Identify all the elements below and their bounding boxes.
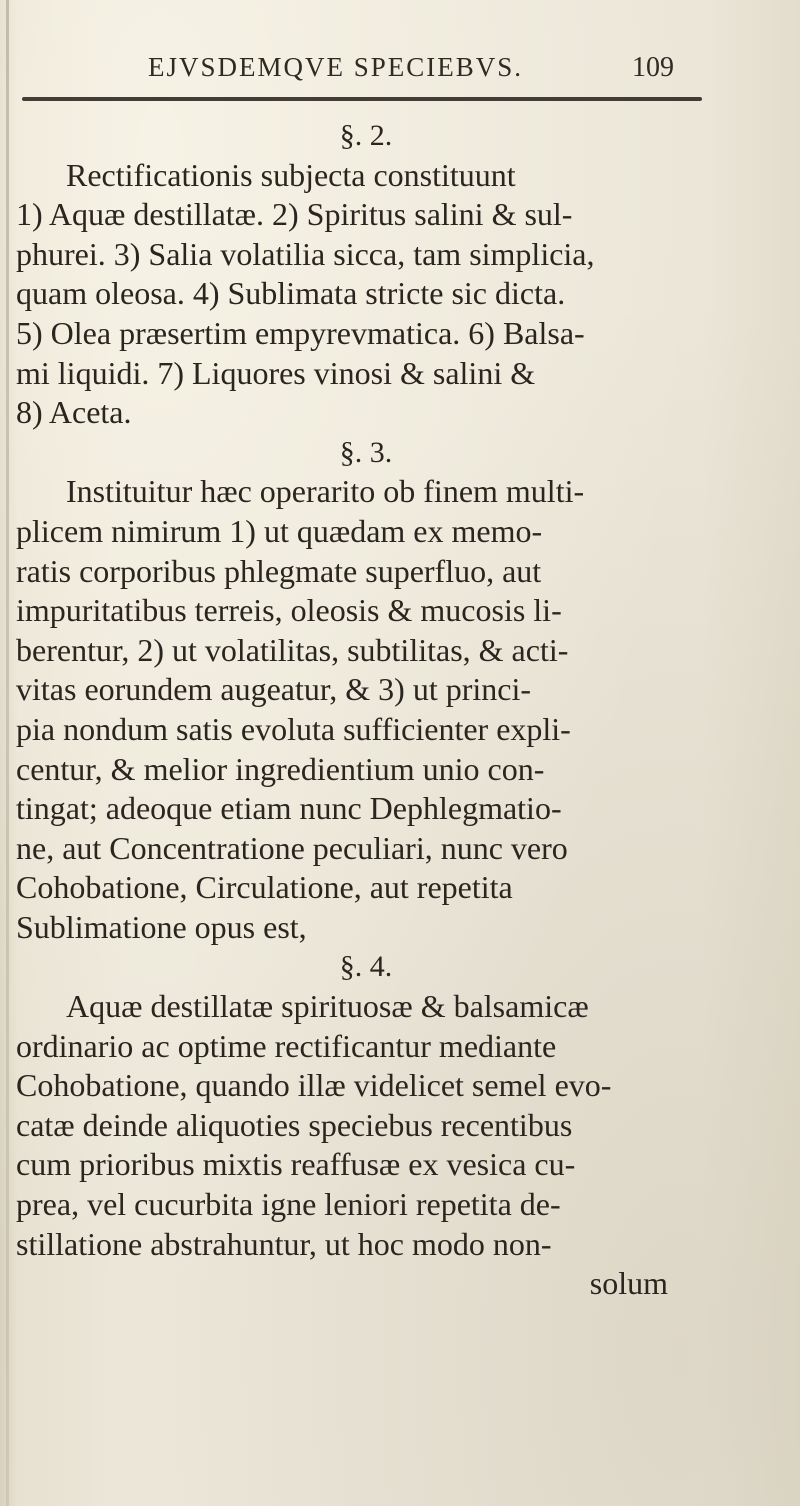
text-line: ne, aut Concentratione peculiari, nunc vero bbox=[16, 829, 568, 866]
text-line: quam oleosa. 4) Sublimata stricte sic dicta. bbox=[16, 275, 566, 312]
page-number: 109 bbox=[632, 52, 674, 83]
text-line: stillatione abstrahuntur, ut hoc modo non- bbox=[16, 1225, 552, 1262]
text-line: Rectificationis subjecta constituunt bbox=[66, 156, 516, 193]
text-line: prea, vel cucurbita igne leniori repetita de- bbox=[16, 1186, 561, 1223]
page-gutter-edge bbox=[6, 0, 9, 1506]
text-line: Instituitur hæc operarito ob finem multi- bbox=[66, 473, 585, 510]
text-line: Cohobatione, quando illæ videlicet semel evo- bbox=[16, 1067, 612, 1104]
catchword: solum bbox=[589, 1265, 668, 1302]
text-line: vitas eorundem augeatur, & 3) ut princi- bbox=[16, 671, 531, 708]
text-line: centur, & melior ingredientium unio con- bbox=[16, 750, 545, 787]
text-line: plicem nimirum 1) ut quædam ex memo- bbox=[16, 512, 543, 549]
text-line: catæ deinde aliquoties speciebus recentibus bbox=[16, 1106, 573, 1143]
text-line: berentur, 2) ut volatilitas, subtilitas, & acti- bbox=[16, 631, 569, 668]
text-line: Cohobatione, Circulatione, aut repetita bbox=[16, 869, 513, 906]
header-rule bbox=[22, 97, 702, 101]
page-header bbox=[0, 52, 800, 92]
text-line: 1) Aquæ destillatæ. 2) Spiritus salini & sul- bbox=[16, 196, 573, 233]
text-line: cum prioribus mixtis reaffusæ ex vesica cu- bbox=[16, 1146, 576, 1183]
text-line: 8) Aceta. bbox=[16, 394, 132, 431]
text-line: Sublimatione opus est, bbox=[16, 908, 307, 945]
text-line: impuritatibus terreis, oleosis & mucosis li- bbox=[16, 592, 562, 629]
text-line: tingat; adeoque etiam nunc Dephlegmatio- bbox=[16, 790, 562, 827]
text-line: Aquæ destillatæ spirituosæ & balsamicæ bbox=[66, 988, 589, 1025]
text-line: mi liquidi. 7) Liquores vinosi & salini & bbox=[16, 354, 536, 391]
running-title: EJVSDEMQVE SPECIEBVS. bbox=[148, 52, 524, 82]
section-heading-2: §. 2. bbox=[339, 119, 393, 152]
text-line: ordinario ac optime rectificantur mediante bbox=[16, 1027, 557, 1064]
section-heading-3: §. 3. bbox=[339, 435, 393, 469]
section-heading-4: §. 4. bbox=[339, 950, 393, 984]
text-line: phurei. 3) Salia volatilia sicca, tam simplicia, bbox=[16, 235, 595, 272]
text-line: ratis corporibus phlegmate superfluo, aut bbox=[16, 552, 542, 589]
text-line: pia nondum satis evoluta sufficienter expli- bbox=[16, 710, 571, 747]
text-line: 5) Olea præsertim empyrevmatica. 6) Balsa- bbox=[16, 314, 585, 351]
body-text bbox=[16, 116, 716, 1304]
